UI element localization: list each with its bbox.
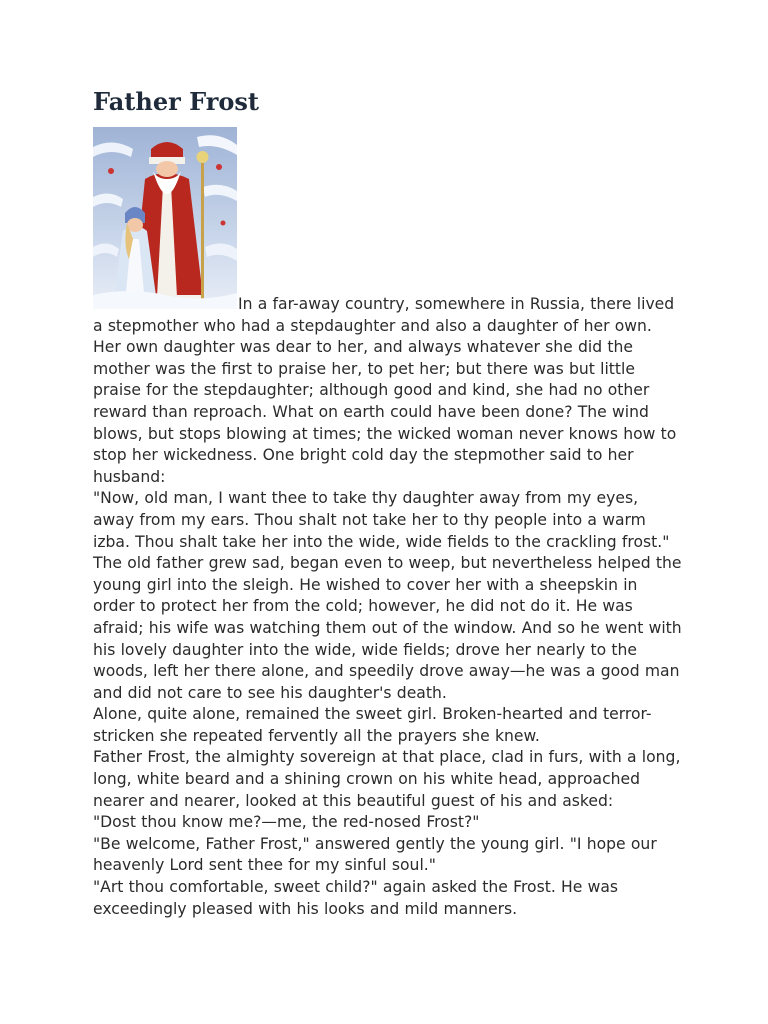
paragraph-text: In a far-away country, somewhere in Russia, there lived a stepmother who had a stepdaughter and also a daughter of her own. Her own daughter was dear to her, and always whatever she did the mother was the first to praise her, to pet her; but there was but little praise for the stepdaughter; although good and kind, she had no other reward than reproach. What on earth could have been done? The wind blows, but stops blowing at times; the wicked woman never knows how to stop her wickedness. One bright cold day the stepmother said to her husband:: [93, 295, 677, 486]
father-frost-illustration-icon: [93, 127, 237, 309]
page-title: Father Frost: [93, 87, 259, 116]
story-body: [93, 127, 683, 920]
paragraph-5: Father Frost, the almighty sovereign at that place, clad in furs, with a long, long, white beard and a shining crown on his white head, approached nearer and nearer, looked at this beautiful guest of his and asked:: [93, 748, 681, 810]
paragraph-8: "Art thou comfortable, sweet child?" again asked the Frost. He was exceedingly pleased with his looks and mild manners.: [93, 878, 619, 918]
paragraph-7: "Be welcome, Father Frost," answered gently the young girl. "I hope our heavenly Lord sent thee for my sinful soul.": [93, 834, 657, 875]
paragraph-6: "Dost thou know me?—me, the red-nosed Frost?": [93, 813, 480, 832]
paragraph-2: "Now, old man, I want thee to take thy daughter away from my eyes, away from my ears. Thou shalt not take her to thy people into a warm izba. Thou shalt take her into the wide, wide fields to the crackling frost.": [93, 489, 670, 551]
paragraph-4: Alone, quite alone, remained the sweet girl. Broken-hearted and terror-stricken she repeated fervently all the prayers she knew.: [93, 705, 652, 745]
paragraph-3: The old father grew sad, began even to weep, but nevertheless helped the young girl into the sleigh. He wished to cover her with a sheepskin in order to protect her from the cold; however, he did not do it. He was afraid; his wife was watching them out of the window. And so he went with his lovely daughter into the wide, wide fields; drove her nearly to the woods, left her there alone, and speedily drove away—he was a good man and did not care to see his daughter's death.: [93, 554, 682, 702]
paragraph-1: [93, 127, 683, 488]
